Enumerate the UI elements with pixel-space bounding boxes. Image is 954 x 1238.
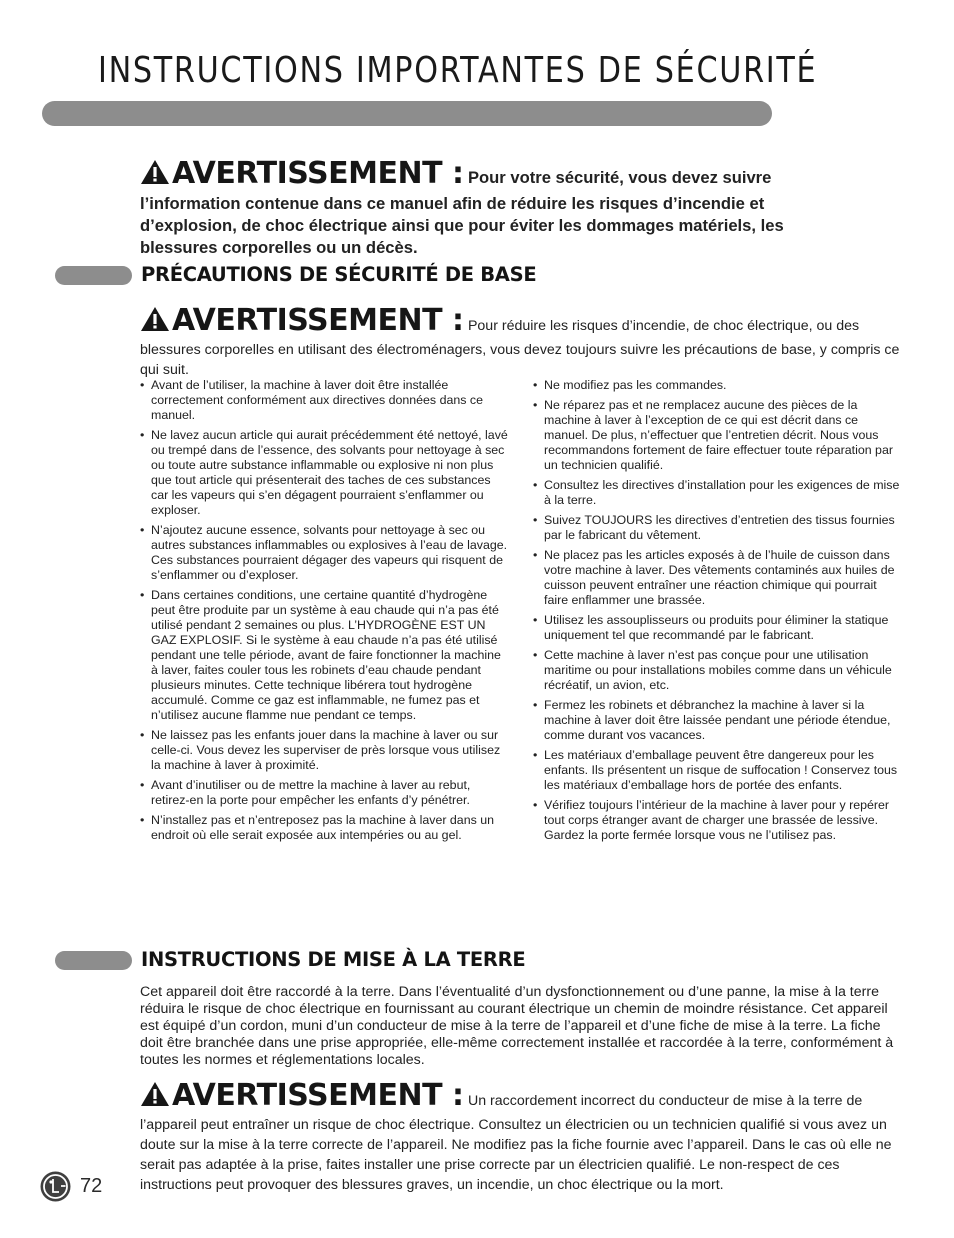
section-title-basic: PRÉCAUTIONS DE SÉCURITÉ DE BASE [141,263,537,286]
warning-triangle-icon [140,306,170,332]
list-item: • Utilisez les assouplisseurs ou produits pour éliminer la statique uniquement tel que recommandé par le fabricant. [533,613,901,643]
lg-logo-icon [40,1171,71,1202]
list-item: • Suivez TOUJOURS les directives d’entretien des tissus fournies par le fabricant du vêtement. [533,513,901,543]
title-divider-bar [42,101,772,126]
warning-triangle-icon [140,1081,170,1107]
list-item: • N’installez pas et n’entreposez pas la machine à laver dans un endroit où elle serait exposée aux intempéries ou au gel. [140,813,508,843]
list-item: • Avant d’inutiliser ou de mettre la machine à laver au rebut, retirez-en la porte pour empêcher les enfants d’y pénétrer. [140,778,508,808]
warning-label: AVERTISSEMENT : [172,1078,464,1113]
grounding-paragraph: Cet appareil doit être raccordé à la terre. Dans l’éventualité d’un dysfonctionnement ou d’une panne, la mise à la terre réduira le risque de choc électrique en fournissant au courant électrique un chemin de moindre résistance. Cet appareil est équipé d’un cordon, muni d’un conducteur de mise à la terre de l’appareil et d’une fiche de mise à la terre. La fiche doit être branchée dans une prise appropriée, elle-même correctement installée et raccordée à la terre, conformément à toutes les normes et réglementations locales. [140,984,894,1068]
section-pill-basic [55,266,132,285]
page-title: INSTRUCTIONS IMPORTANTES DE SÉCURITÉ [98,50,818,91]
list-item: • Consultez les directives d’installation pour les exigences de mise à la terre. [533,478,901,508]
warning-ground [140,1077,902,1195]
section-title-ground: INSTRUCTIONS DE MISE À LA TERRE [141,948,526,971]
list-item: • Avant de l’utiliser, la machine à laver doit être installée correctement conformément aux directives données dans ce manuel. [140,378,508,423]
list-item: • Ne modifiez pas les commandes. [533,378,901,393]
list-item: • Cette machine à laver n’est pas conçue pour une utilisation maritime ou pour installations mobiles comme dans un véhicule récréatif, un avion, etc. [533,648,901,693]
precautions-left-column [140,378,508,848]
list-item: • Ne placez pas les articles exposés à de l’huile de cuisson dans votre machine à laver. Des vêtements contaminés aux huiles de cuisson peuvent entraîner une réaction chimique qui pourrait faire enflammer une brassée. [533,548,901,608]
precautions-right-column [533,378,901,848]
warning-label: AVERTISSEMENT : [172,156,464,191]
list-item: • Ne laissez pas les enfants jouer dans la machine à laver ou sur celle-ci. Vous devez les superviser de près lorsque vous utilisez la machine à laver à proximité. [140,728,508,773]
warning-text: Pour votre sécurité, vous devez suivre l’information contenue dans ce manuel afin de réduire les risques d’incendie et d’explosion, de choc électrique ainsi que pour éviter les dommages matériels, les blessures corporelles ou un décès. [140,168,784,257]
list-item: • Les matériaux d’emballage peuvent être dangereux pour les enfants. Ils présentent un risque de suffocation ! Conservez tous les matériaux d’emballage hors de portée des enfants. [533,748,901,793]
list-item: • Vérifiez toujours l’intérieur de la machine à laver pour y repérer tout corps étranger avant de charger une brassée de lessive. Gardez la porte fermée lorsque vous ne l’utilisez pas. [533,798,901,843]
section-pill-ground [55,951,132,970]
warning-basic [140,302,900,380]
list-item: • Dans certaines conditions, une certaine quantité d’hydrogène peut être produite par un système à eau chaude qui n’a pas été utilisé pendant 2 semaines ou plus. L’HYDROGÈNE EST UN GAZ EXPLOSIF. Si le système à eau chaude n’a pas été utilisé pendant une telle période, avant de faire fonctionner la machine à laver, faites couler tous les robinets d’eau chaude pendant plusieurs minutes. Cette technique libérera tout hydrogène accumulé. Comme ce gaz est inflammable, ne fumez pas et n’utilisez aucune flamme nue pendant ce temps. [140,588,508,723]
warning-text: Pour réduire les risques d’incendie, de choc électrique, ou des blessures corporelles en utilisant des électroménagers, vous devez toujours suivre les précautions de base, y compris ce qui suit. [140,318,900,378]
list-item: • Fermez les robinets et débranchez la machine à laver si la machine à laver doit être laissée pendant une période étendue, comme durant vos vacances. [533,698,901,743]
warning-top [140,155,860,259]
warning-triangle-icon [140,159,170,185]
list-item: • Ne lavez aucun article qui aurait précédemment été nettoyé, lavé ou trempé dans de l’essence, des solvants pour nettoyage à sec ou toute autre substance inflammable ou explosive ni non plus que tout article qui présenterait des taches de ces substances car les vapeurs qui s’en dégagent pourraient s’enflammer ou exploser. [140,428,508,518]
list-item: • Ne réparez pas et ne remplacez aucune des pièces de la machine à laver à l’exception de ce qui est décrit dans ce manuel. De plus, n’effectuer que l’entretien décrit. Nous vous recommandons fortement de faire effectuer toute réparation par un technicien qualifié. [533,398,901,473]
list-item: • N’ajoutez aucune essence, solvants pour nettoyage à sec ou autres substances inflammables ou explosives à l’eau de lavage. Ces substances pourraient dégager des vapeurs qui risquent de s’enflammer ou d’exploser. [140,523,508,583]
page-number: 72 [80,1175,103,1197]
warning-label: AVERTISSEMENT : [172,303,464,338]
warning-text: Un raccordement incorrect du conducteur de mise à la terre de l’appareil peut entraîner un risque de choc électrique. Consultez un électricien ou un technicien qualifié si vous avez un doute sur la mise à la terre correcte de l’appareil. Ne modifiez pas la fiche fournie avec l’appareil. Dans le cas où elle ne serait pas adaptée à la prise, faites installer une prise correcte par un électricien qualifié. Le non-respect de ces instructions peut provoquer des blessures graves, un incendie, un choc électrique ou la mort. [140,1093,892,1193]
